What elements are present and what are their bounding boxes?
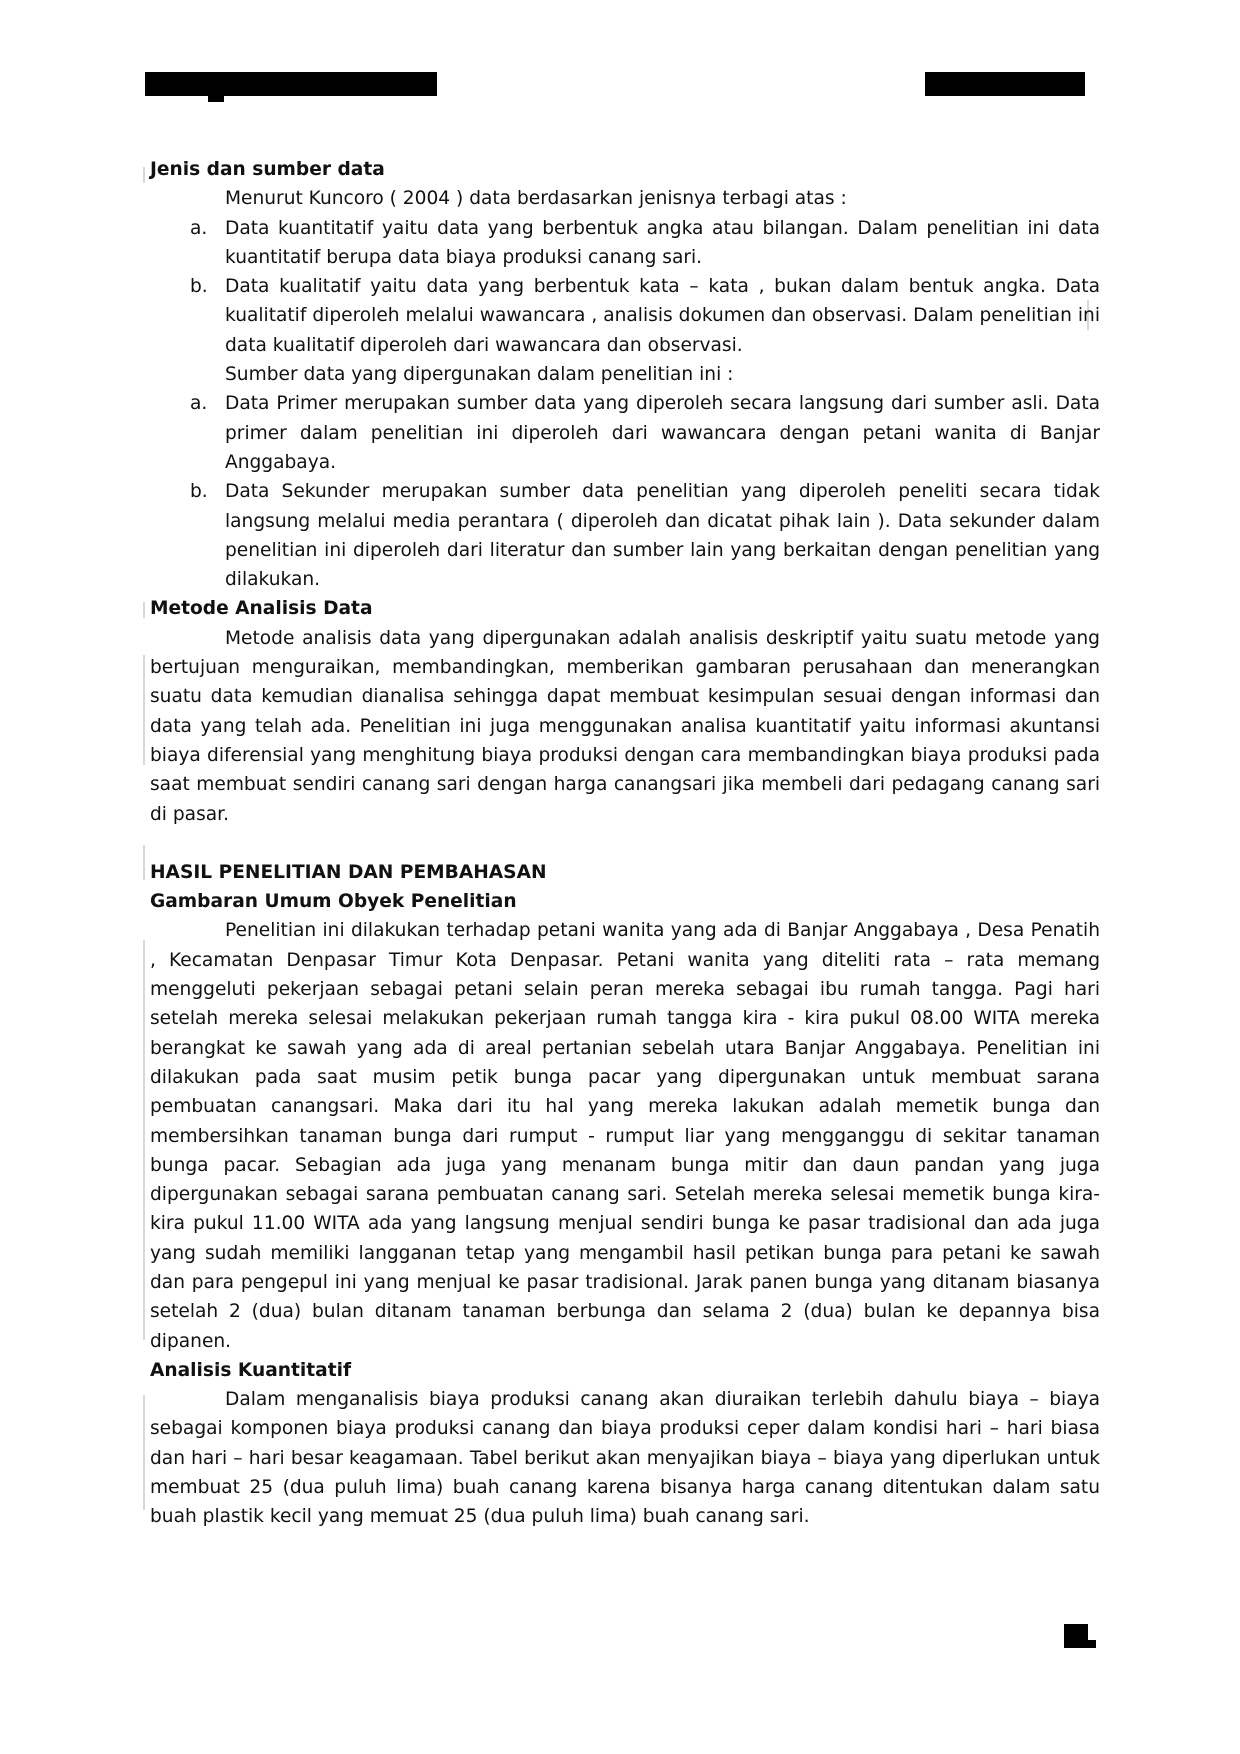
list-text: Data kuantitatif yaitu data yang berbentuk angka atau bilangan. Dalam penelitian ini data kuantitatif berupa data biaya produksi canang sari. [225, 217, 1100, 268]
analisis-paragraph: Dalam menganalisis biaya produksi canang akan diuraikan terlebih dahulu biaya – biaya sebagai komponen biaya produksi canang dan biaya produksi ceper dalam kondisi hari – hari biasa dan hari – hari besar keagamaan. Tabel berikut akan menyajikan biaya – biaya yang diperlukan untuk membuat 25 (dua puluh lima) buah canang karena bisanya harga canang ditentukan dalam satu buah plastik kecil yang memuat 25 (dua puluh lima) buah canang sari. [150, 1389, 1100, 1528]
list-item-source-b [190, 477, 1100, 594]
redacted-header-left [145, 72, 437, 96]
redacted-page-number [1064, 1624, 1088, 1648]
spacer [150, 829, 1100, 858]
redacted-page-number-notch [1086, 1640, 1096, 1648]
list-marker: a. [190, 217, 208, 239]
list-marker: b. [190, 276, 208, 298]
document-body [150, 155, 1100, 1532]
list-marker: a. [190, 393, 208, 415]
list-text: Data Sekunder merupakan sumber data penelitian yang diperoleh peneliti secara tidak langsung melalui media perantara ( diperoleh dan dicatat pihak lain ). Data sekunder dalam penelitian ini diperoleh dari literatur dan sumber lain yang berkaitan dengan penelitian yang dilakukan. [225, 481, 1100, 591]
list-item-source-a [190, 389, 1100, 477]
revision-bar [143, 940, 145, 1340]
jenis-intro: Menurut Kuncoro ( 2004 ) data berdasarkan jenisnya terbagi atas : [225, 188, 847, 210]
metode-paragraph: Metode analisis data yang dipergunakan adalah analisis deskriptif yaitu suatu metode yang bertujuan menguraikan, membandingkan, memberikan gambaran perusahaan dan menerangkan suatu data kemudian dianalisa sehingga dapat membuat kesimpulan sesuai dengan informasi dan data yang telah ada. Penelitian ini juga menggunakan analisa kuantitatif yaitu informasi akuntansi biaya diferensial yang menghitung biaya produksi dengan cara membandingkan biaya produksi pada saat membuat sendiri canang sari dengan harga canangsari jika membeli dari pedagang canang sari di pasar. [150, 627, 1100, 825]
list-text: Data kualitatif yaitu data yang berbentuk kata – kata , bukan dalam bentuk angka. Data kualitatif diperoleh melalui wawancara , analisis dokumen dan observasi. Dalam penelitian ini data kualitatif diperoleh dari wawancara dan observasi. [225, 276, 1100, 356]
gambaran-paragraph: Penelitian ini dilakukan terhadap petani wanita yang ada di Banjar Anggabaya , Desa Penatih , Kecamatan Denpasar Timur Kota Denpasar. Petani wanita yang diteliti rata – rata memang menggeluti pekerjaan sebagai petani selain peran mereka sebagai ibu rumah tangga. Pagi hari setelah mereka selesai melakukan pekerjaan rumah tangga kira - kira pukul 08.00 WITA mereka berangkat ke sawah yang ada di areal pertanian sebelah utara Banjar Anggabaya. Penelitian ini dilakukan pada saat musim petik bunga pacar yang dipergunakan untuk membuat sarana pembuatan canangsari. Maka dari itu hal yang mereka lakukan adalah memetik bunga dan membersihkan tanaman bunga dari rumput - rumput liar yang mengganggu di sekitar tanaman bunga pacar. Sebagian ada juga yang menanam bunga mitir dan daun pandan yang juga dipergunakan sebagai sarana pembuatan canang sari. Setelah mereka selesai memetik bunga kira-kira pukul 11.00 WITA ada yang langsung menjual sendiri bunga ke pasar tradisional dan ada juga yang sudah memiliki langganan tetap yang mengambil hasil petikan bunga para petani ke sawah dan para pengepul ini yang menjual ke pasar tradisional. Jarak panen bunga yang ditanam biasanya setelah 2 (dua) bulan ditanam tanaman berbunga dan selama 2 (dua) bulan ke depannya bisa dipanen. [150, 920, 1100, 1352]
revision-bar [143, 655, 145, 765]
revision-bar [143, 602, 145, 618]
section-heading-jenis: Jenis dan sumber data [150, 159, 385, 180]
redacted-header-left-tail [208, 92, 224, 102]
revision-bar [143, 1395, 145, 1510]
list-item-data-type-a [190, 214, 1100, 273]
list-text: Data Primer merupakan sumber data yang diperoleh secara langsung dari sumber asli. Data primer dalam penelitian ini diperoleh dari wawancara dengan petani wanita di Banjar Anggabaya. [225, 393, 1100, 473]
sources-intro: Sumber data yang dipergunakan dalam penelitian ini : [225, 364, 734, 386]
subsection-heading-gambaran: Gambaran Umum Obyek Penelitian [150, 891, 517, 913]
list-item-data-type-b [190, 272, 1100, 360]
revision-bar [143, 167, 145, 183]
section-heading-hasil: HASIL PENELITIAN DAN PEMBAHASAN [150, 861, 547, 883]
revision-bar [143, 845, 145, 880]
subsection-heading-analisis: Analisis Kuantitatif [150, 1359, 352, 1381]
list-marker: b. [190, 481, 208, 503]
redacted-header-right [925, 72, 1085, 96]
section-heading-metode: Metode Analisis Data [150, 598, 373, 620]
